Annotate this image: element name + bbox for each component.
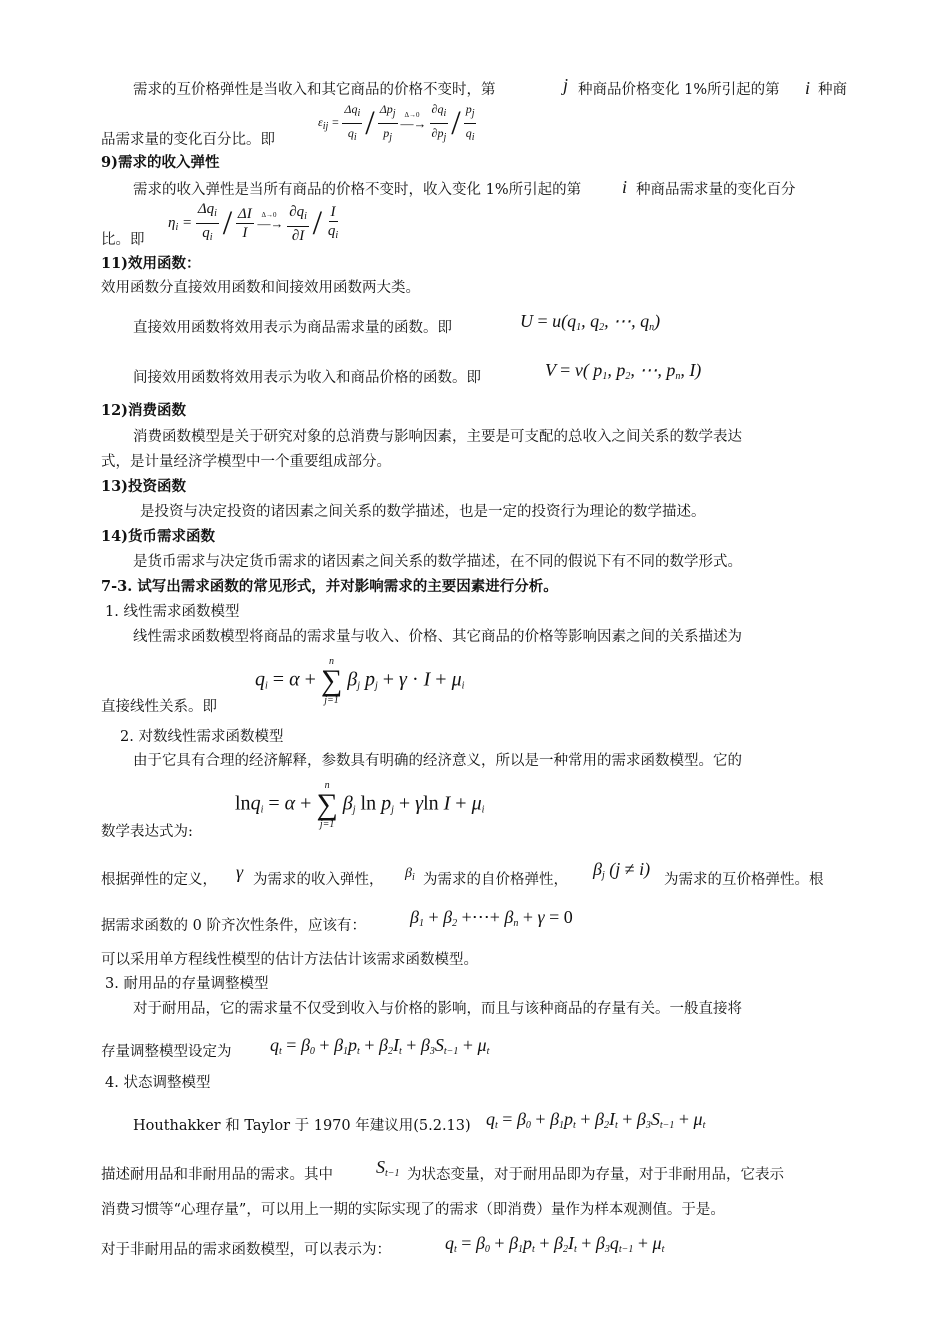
text-line-1c: 种商 [818,82,847,98]
heading-14: 14)货币需求函数 [101,528,216,545]
formula-homogeneity: $\beta_1 + \beta_2$ +⋯+ $\beta_n + \gamma = 0$ [410,907,573,929]
text-line-11: 是货币需求与决定货币需求的诸因素之间关系的数学描述，在不同的假说下有不同的数学形式。 [133,554,742,570]
text-line-22a: 描述耐用品和非耐用品的需求。其中 [101,1167,333,1183]
text-line-15: 数学表达式为: [101,824,193,840]
section-3-title: 3. 耐用品的存量调整模型 [105,976,269,992]
text-line-16b: 为需求的收入弹性， [253,872,384,888]
formula-nondurable-demand: $q_t = \beta_0 + \beta_1p_t + \beta_2I_t + \beta_3q_{t-1} + \mu_t$ [445,1233,665,1255]
text-line-19: 对于耐用品，它的需求量不仅受到收入与价格的影响，而且与该种商品的存量有关。一般直接将 [133,1001,742,1017]
section-4-title: 4. 状态调整模型 [105,1075,211,1091]
text-line-5: 效用函数分直接效用函数和间接效用函数两大类。 [101,280,420,296]
formula-loglinear-demand: lnq$_i$ = α + n ∑ j=1 $\beta_j$ $\ln p_j + \gamma\ln$ $I + \mu_i$ [235,780,485,830]
formula-income-elasticity: $\eta_i$ = $\frac{\Delta q_i}{q_i}$ / $\frac{\Delta I}{I}$ — Δ→0 → $\frac{\partial q_i}{\partial I}$ / $\frac{I}{q_i}$ [168,201,339,244]
heading-13: 13)投资函数 [101,478,187,495]
text-line-9: 式，是计量经济学模型中一个重要组成部分。 [101,454,391,470]
formula-direct-utility: $U = u(q_1$, $q_2$, ⋯, $q_n$) [520,311,661,333]
text-line-22b: 为状态变量，对于耐用品即为存量，对于非耐用品，它表示 [407,1167,784,1183]
text-line-7: 间接效用函数将效用表示为收入和商品价格的函数。即 [133,370,481,386]
section-1-title: 1. 线性需求函数模型 [105,604,240,620]
math-gamma: γ [236,862,244,882]
text-line-18: 可以采用单方程线性模型的估计方法估计该需求函数模型。 [101,952,478,968]
math-i-2: i [622,177,628,197]
formula-stock-adjustment: $q_t = \beta_0 + \beta_1p_t + \beta_2I_t + \beta_3S_{t-1} + \mu_t$ [270,1035,490,1057]
heading-12: 12)消费函数 [101,402,187,419]
text-line-16c: 为需求的自价格弹性， [423,872,568,888]
math-j: j [563,75,569,95]
formula-linear-demand: $q_i = \alpha$ + n ∑ j=1 $\beta_j$ $p_j + \gamma \cdot I + \mu_i$ [255,656,465,706]
text-line-3b: 种商品需求量的变化百分 [636,182,796,198]
section-2-title: 2. 对数线性需求函数模型 [120,729,284,745]
text-line-17: 据需求函数的 0 阶齐次性条件，应该有： [101,918,366,934]
text-line-21: Houthakker 和 Taylor 于 1970 年建议用(5.2.13) [133,1118,471,1134]
formula-indirect-utility: V = v( $p_1$, $p_2$, ⋯, $p_n$, I) [545,360,702,382]
text-line-13: 直接线性关系。即 [101,699,217,715]
text-line-16a: 根据弹性的定义， [101,872,217,888]
text-line-2: 品需求量的变化百分比。即 [101,132,275,148]
math-s-t-1: $S_{t-1}$ [376,1157,400,1179]
text-line-12: 线性需求函数模型将商品的需求量与收入、价格、其它商品的价格等影响因素之间的关系描述为 [133,629,742,645]
text-line-1b: 种商品价格变化 1%所引起的第 [578,82,780,98]
math-i: i [805,78,811,98]
formula-state-adjustment: $q_t = \beta_0 + \beta_1p_t + \beta_2I_t + \beta_3S_{t-1} + \mu_t$ [486,1109,706,1131]
heading-9: 9)需求的收入弹性 [101,154,220,171]
text-line-8: 消费函数模型是关于研究对象的总消费与影响因素，主要是可支配的总收入之间关系的数学表达 [133,429,742,445]
text-line-6: 直接效用函数将效用表示为商品需求量的函数。即 [133,320,452,336]
text-line-20: 存量调整模型设定为 [101,1044,232,1060]
text-line-14: 由于它具有合理的经济解释，参数具有明确的经济意义，所以是一种常用的需求函数模型。它的 [133,753,742,769]
question-7-3: 7-3. 试写出需求函数的常见形式，并对影响需求的主要因素进行分析。 [101,578,558,595]
text-line-4: 比。即 [101,232,145,248]
text-line-24: 对于非耐用品的需求函数模型，可以表示为： [101,1242,391,1258]
text-line-1: 需求的互价格弹性是当收入和其它商品的价格不变时，第 [133,82,496,98]
text-line-3: 需求的收入弹性是当所有商品的价格不变时，收入变化 1%所引起的第 [133,182,582,198]
heading-11: 11)效用函数： [101,255,201,272]
math-beta-i: $\beta_i$ [405,866,415,883]
text-line-16d: 为需求的互价格弹性。根 [664,872,824,888]
text-line-10: 是投资与决定投资的诸因素之间关系的数学描述，也是一定的投资行为理论的数学描述。 [140,504,706,520]
text-line-23: 消费习惯等“心理存量”，可以用上一期的实际实现了的需求（即消费）量作为样本观测值。于是。 [101,1202,725,1218]
formula-cross-price-elasticity: $\varepsilon_{ij}$ = $\frac{\Delta q_i}{q_i}$ / $\frac{\Delta p_j}{p_j}$ — Δ→0 → $\frac{\partial q_i}{\partial p_j}$ / $\frac{p_j}{q_i}$ [318,102,475,143]
math-beta-j: $\beta_j$ (j ≠ i) [593,859,651,881]
